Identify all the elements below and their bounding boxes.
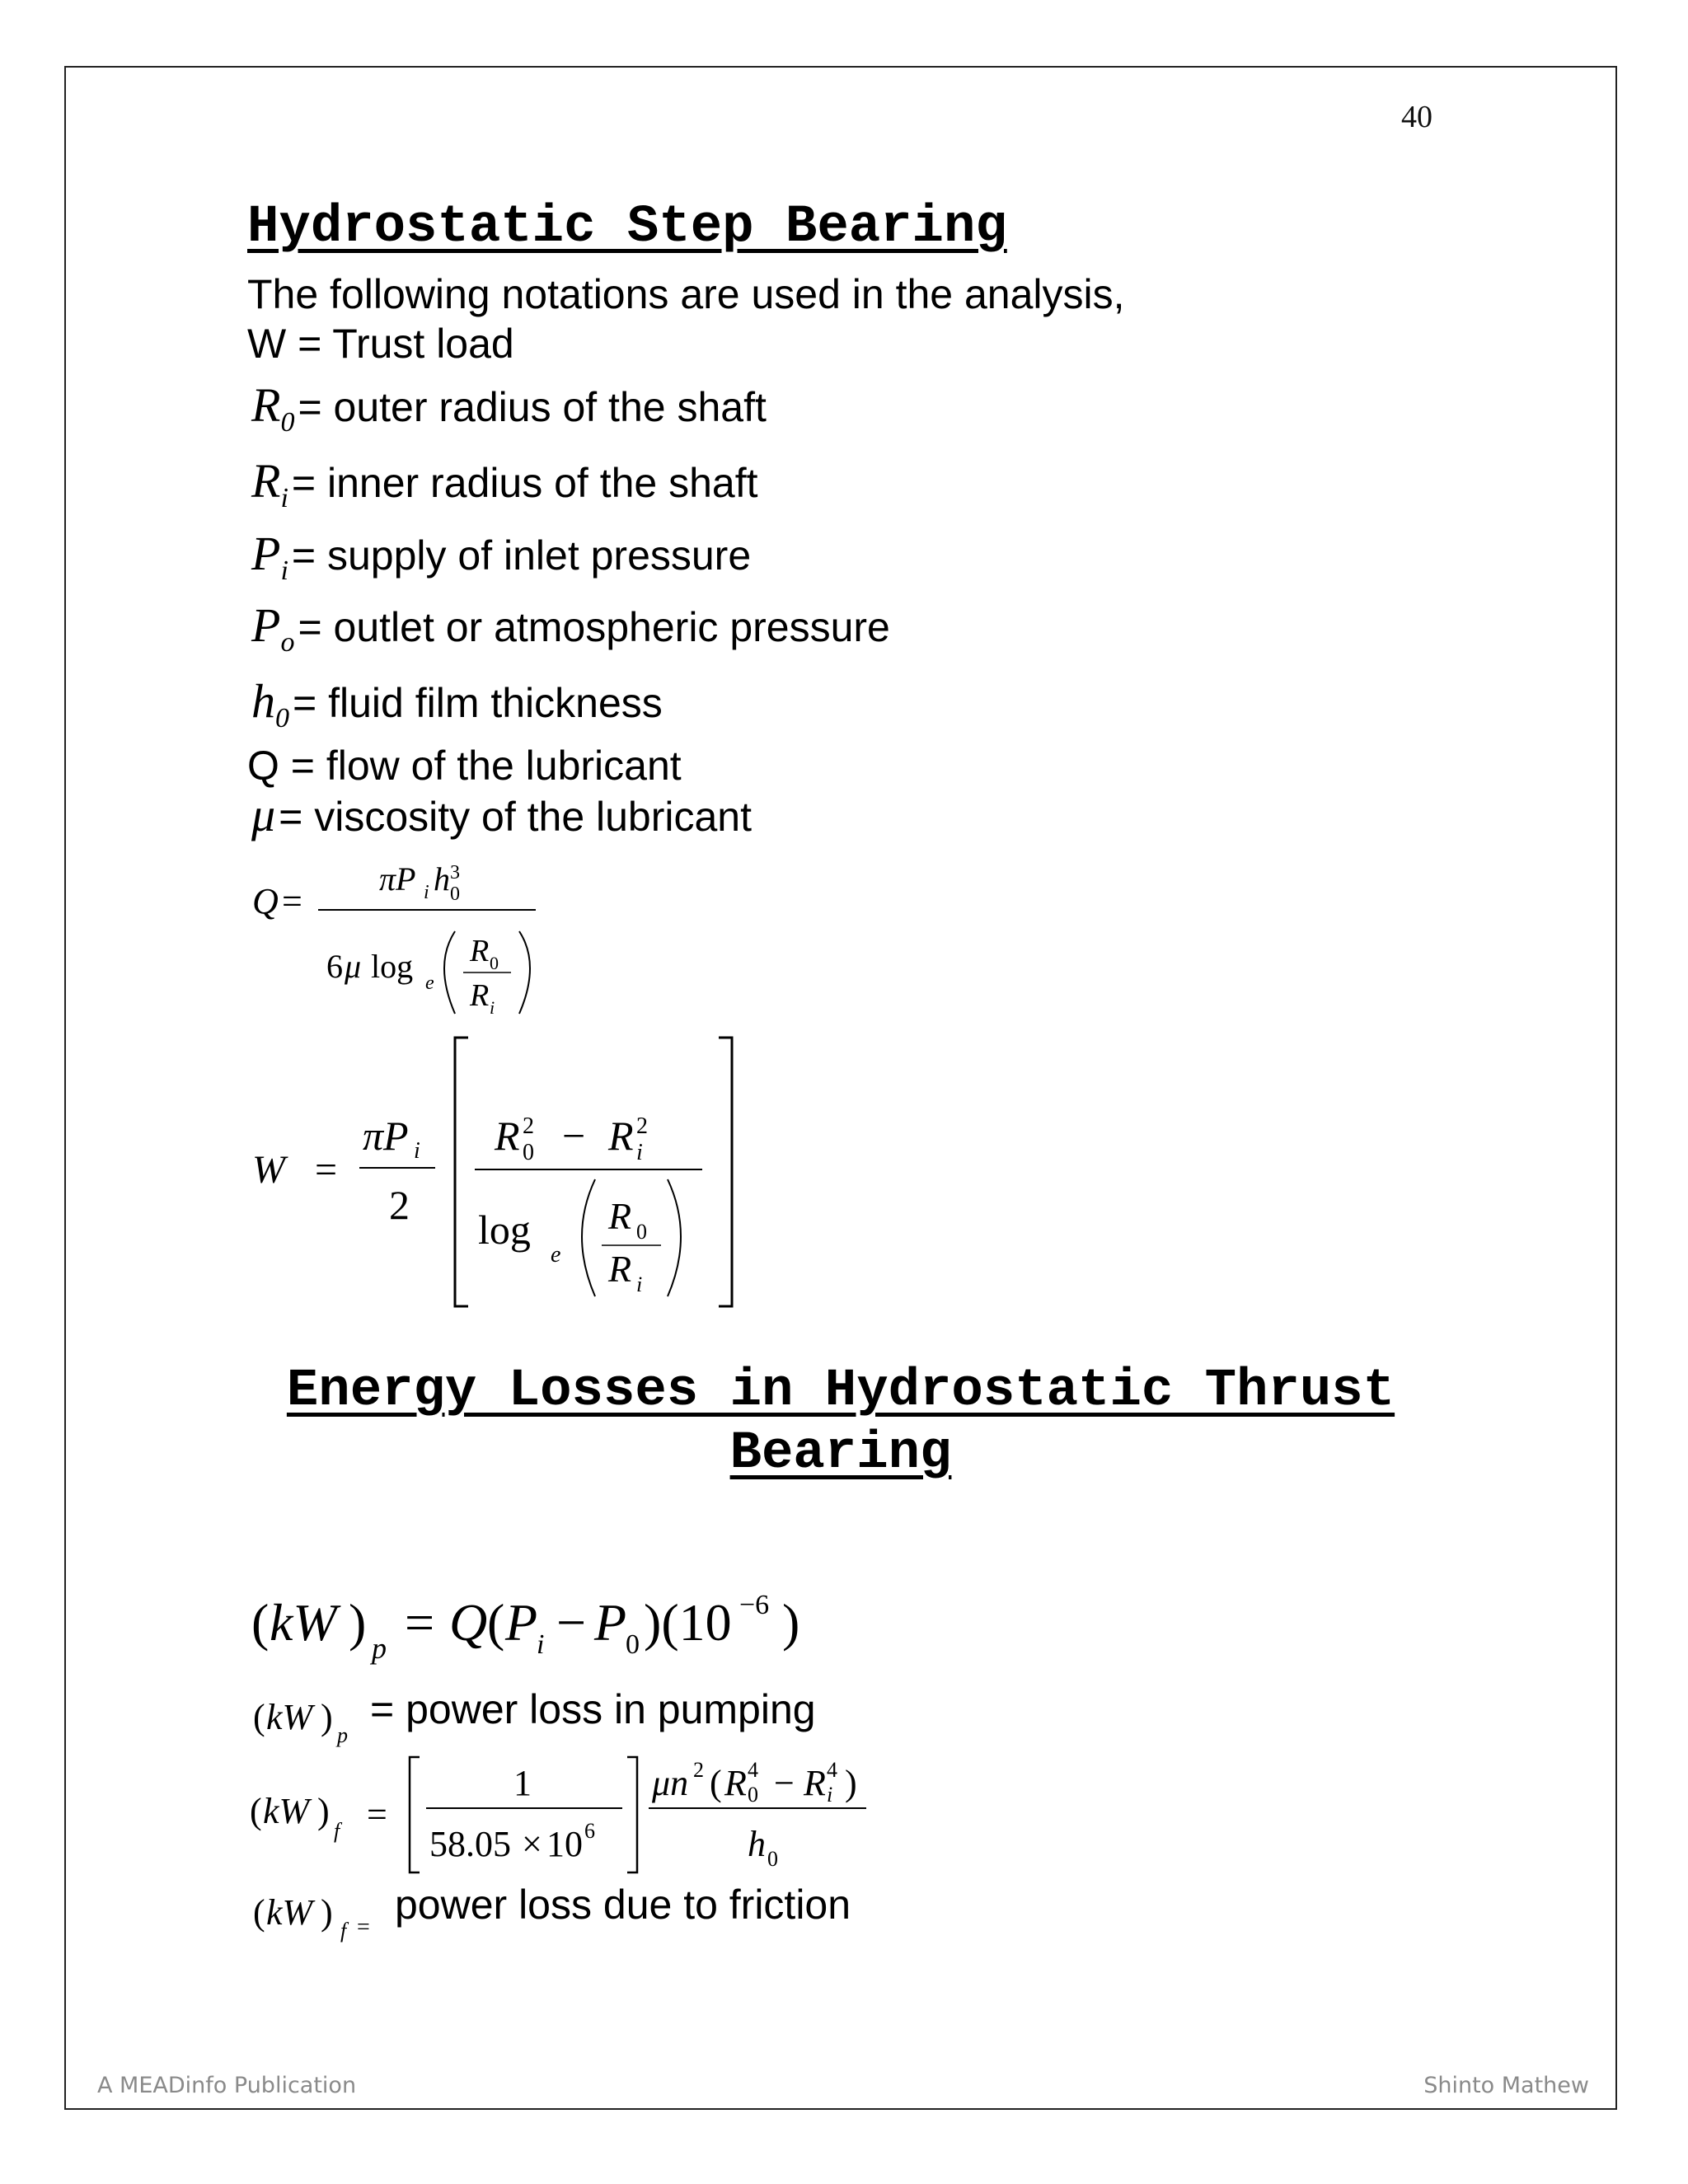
svg-text:h: h [748, 1824, 766, 1864]
svg-text:(: ( [253, 1697, 265, 1738]
svg-text:i: i [424, 882, 429, 903]
load-equation [239, 1034, 750, 1315]
friction-symbol [251, 1886, 392, 1944]
page-title: Hydrostatic Step Bearing [247, 198, 1007, 257]
svg-text:2: 2 [636, 1113, 648, 1139]
svg-text:58.05: 58.05 [429, 1824, 511, 1864]
notation-subscript: i [280, 483, 288, 513]
notation-text: = outer radius of the shaft [298, 384, 767, 430]
svg-text:R: R [470, 934, 490, 968]
svg-text:πP: πP [379, 860, 416, 898]
notation-inner-radius [251, 453, 758, 513]
svg-text:i: i [537, 1629, 545, 1660]
pumping-loss-text: = power loss in pumping [370, 1686, 816, 1732]
svg-text:μ: μ [345, 948, 362, 985]
friction-loss-text: power loss due to friction [395, 1882, 851, 1928]
notation-symbol: R [251, 454, 281, 508]
svg-text:i: i [490, 997, 495, 1018]
notation-symbol: P [251, 598, 281, 652]
svg-text:−: − [562, 1113, 586, 1159]
svg-text:log: log [478, 1207, 531, 1253]
svg-text:Q: Q [449, 1593, 488, 1652]
svg-text:3: 3 [450, 862, 460, 883]
svg-text:2: 2 [523, 1113, 534, 1139]
svg-text:=: = [405, 1593, 435, 1652]
pumping-symbol [251, 1691, 367, 1749]
svg-text:−6: −6 [739, 1590, 770, 1620]
svg-text:p: p [337, 1723, 348, 1748]
friction-loss-definition [251, 1881, 851, 1944]
svg-text:kW: kW [266, 1892, 313, 1933]
svg-text:i: i [636, 1272, 643, 1296]
svg-text:R: R [804, 1763, 826, 1803]
footer-author: Shinto Mathew [1423, 2073, 1589, 2098]
notation-symbol: μ [251, 788, 276, 841]
svg-text:=: = [357, 1915, 370, 1941]
pumping-loss-definition [251, 1685, 816, 1749]
notation-outer-radius [251, 377, 767, 438]
notation-text: = supply of inlet pressure [291, 532, 752, 579]
notation-inlet-pressure [251, 526, 752, 586]
svg-text:R: R [608, 1113, 634, 1159]
svg-text:=: = [315, 1148, 338, 1192]
svg-text:): ) [349, 1593, 367, 1652]
svg-text:0: 0 [626, 1629, 640, 1660]
notation-film-thickness [251, 673, 663, 733]
notation-symbol: P [251, 527, 281, 580]
svg-text:R: R [495, 1113, 520, 1159]
notation-subscript: i [280, 555, 288, 586]
svg-text:6: 6 [584, 1819, 595, 1843]
notation-text: = inner radius of the shaft [291, 460, 758, 506]
svg-text:Q: Q [252, 881, 279, 921]
svg-text:W: W [252, 1148, 285, 1192]
svg-text:P: P [594, 1593, 627, 1652]
notation-text: = fluid film thickness [293, 680, 663, 726]
footer-publisher: A MEADinfo Publication [97, 2073, 357, 2098]
page-number: 40 [1401, 100, 1432, 134]
svg-text:2: 2 [389, 1182, 410, 1228]
svg-text:kW: kW [270, 1593, 337, 1652]
flow-equation [239, 849, 569, 1047]
svg-text:×: × [522, 1824, 542, 1864]
svg-text:0: 0 [490, 953, 499, 973]
svg-text:μn: μn [652, 1763, 689, 1803]
svg-text:=: = [282, 881, 302, 921]
notation-outlet-pressure [251, 598, 890, 658]
svg-text:(: ( [250, 1791, 262, 1831]
svg-text:R: R [608, 1195, 632, 1237]
notation-text: = viscosity of the lubricant [279, 794, 753, 840]
svg-text:(: ( [253, 1892, 265, 1933]
svg-text:f: f [340, 1919, 347, 1943]
svg-text:i: i [636, 1140, 643, 1165]
section-title-line-2: Bearing [729, 1424, 952, 1483]
svg-text:h: h [434, 860, 450, 898]
svg-text:R: R [608, 1248, 632, 1290]
svg-text:e: e [551, 1242, 561, 1268]
notation-subscript: o [280, 627, 295, 658]
svg-text:i: i [827, 1783, 833, 1807]
svg-text:): ) [321, 1697, 333, 1738]
svg-text:(: ( [710, 1763, 722, 1803]
svg-text:p: p [372, 1632, 387, 1665]
svg-text:=: = [367, 1794, 387, 1835]
notation-symbol: h [251, 674, 275, 728]
svg-text:log: log [371, 948, 414, 985]
load-definition: W = Trust load [247, 321, 514, 367]
notation-viscosity [251, 787, 752, 842]
svg-text:10: 10 [546, 1824, 583, 1864]
svg-text:R: R [724, 1763, 747, 1803]
intro-text: The following notations are used in the analysis, [247, 271, 1125, 317]
svg-text:(: ( [251, 1593, 270, 1652]
svg-text:R: R [470, 978, 490, 1013]
svg-text:1: 1 [513, 1763, 532, 1803]
notation-subscript: 0 [280, 407, 295, 438]
notation-text: = outlet or atmospheric pressure [298, 604, 890, 650]
svg-text:e: e [425, 972, 434, 994]
svg-text:4: 4 [827, 1758, 837, 1782]
section-title-line-1: Energy Losses in Hydrostatic Thrust [286, 1361, 1395, 1421]
svg-text:0: 0 [767, 1847, 778, 1871]
section-title [247, 1360, 1434, 1485]
friction-power-equation [243, 1747, 919, 1879]
svg-text:0: 0 [636, 1220, 647, 1244]
flow-definition: Q = flow of the lubricant [247, 743, 682, 789]
svg-text:0: 0 [523, 1140, 534, 1165]
svg-text:P: P [505, 1593, 538, 1652]
svg-text:0: 0 [748, 1783, 758, 1807]
svg-text:πP: πP [363, 1113, 409, 1159]
svg-text:2: 2 [693, 1758, 704, 1782]
notation-symbol: R [251, 378, 281, 432]
svg-text:): ) [782, 1593, 800, 1652]
svg-text:f: f [334, 1819, 340, 1843]
svg-text:−: − [556, 1593, 587, 1652]
svg-text:kW: kW [266, 1697, 313, 1738]
svg-text:4: 4 [748, 1758, 758, 1782]
svg-text:6: 6 [326, 948, 343, 985]
svg-text:): ) [317, 1791, 330, 1831]
svg-text:): ) [321, 1892, 333, 1933]
svg-text:−: − [774, 1763, 795, 1803]
notation-subscript: 0 [275, 703, 289, 733]
svg-text:)(10: )(10 [644, 1593, 732, 1652]
svg-text:(: ( [487, 1593, 505, 1652]
svg-text:): ) [845, 1763, 857, 1803]
svg-text:kW: kW [263, 1791, 310, 1831]
pumping-power-equation [243, 1582, 837, 1673]
svg-text:0: 0 [450, 883, 460, 905]
svg-text:i: i [414, 1138, 420, 1164]
